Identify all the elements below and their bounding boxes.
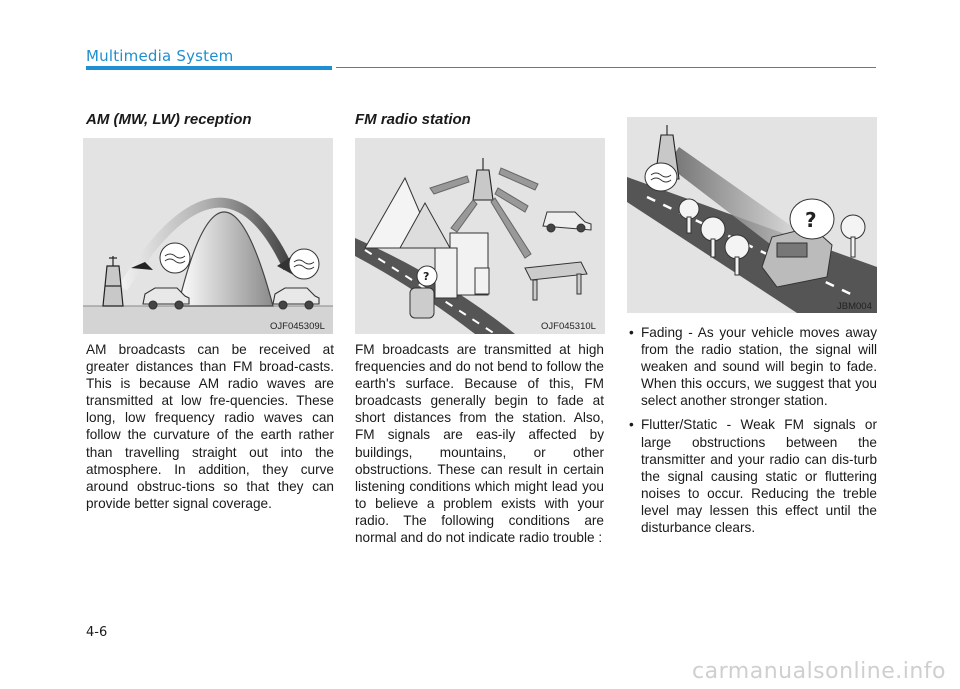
am-reception-figure	[83, 138, 333, 334]
bullet-flutter-static: • Flutter/Static - Weak FM signals or large obstructions between the transmitter and your radio can dis-turb the signal causing static or fluttering noises to occur. Reducing the treble level may lessen this effect until the disturbance clears.	[627, 416, 877, 536]
fading-figure-code: JBM004	[837, 301, 872, 312]
am-figure-code: OJF045309L	[270, 321, 325, 332]
header-rule-thick	[86, 66, 332, 70]
fading-figure-question: ?	[805, 208, 817, 232]
fading-figure	[627, 117, 877, 313]
fm-figure-question: ?	[423, 270, 430, 283]
header-rule-thin	[336, 67, 876, 68]
am-reception-heading: AM (MW, LW) reception	[86, 111, 252, 128]
bullet-fading: • Fading - As your vehicle moves away from the radio station, the signal will weaken and sound will begin to fade. When this occurs, we suggest that you select another stronger station.	[627, 324, 877, 409]
am-reception-body: AM broadcasts can be received at greater distances than FM broad-casts. This is because AM radio waves are transmitted at low fre-quencies. These long, low frequency radio waves can follow the curvature of the earth rather than travelling straight out into the atmosphere. In addition, they curve around obstruc-tions so that they can provide better signal coverage.	[86, 342, 334, 511]
watermark: carmanualsonline.info	[692, 659, 946, 684]
reception-conditions-list	[627, 324, 877, 543]
fm-figure-code: OJF045310L	[541, 321, 596, 332]
section-title: Multimedia System	[86, 47, 234, 65]
fm-radio-heading: FM radio station	[355, 111, 471, 128]
fm-radio-figure	[355, 138, 605, 334]
fm-radio-body: FM broadcasts are transmitted at high frequencies and do not bend to follow the earth's surface. Because of this, FM broadcasts generally begin to fade at short distances from the station. Also, FM signals are eas-ily affected by buildings, mountains, or other obstructions. These can result in certain listening conditions which might lead you to believe a problem exists with your radio. The following conditions are normal and do not indicate radio trouble :	[355, 342, 604, 546]
page-number: 4-6	[86, 625, 108, 640]
